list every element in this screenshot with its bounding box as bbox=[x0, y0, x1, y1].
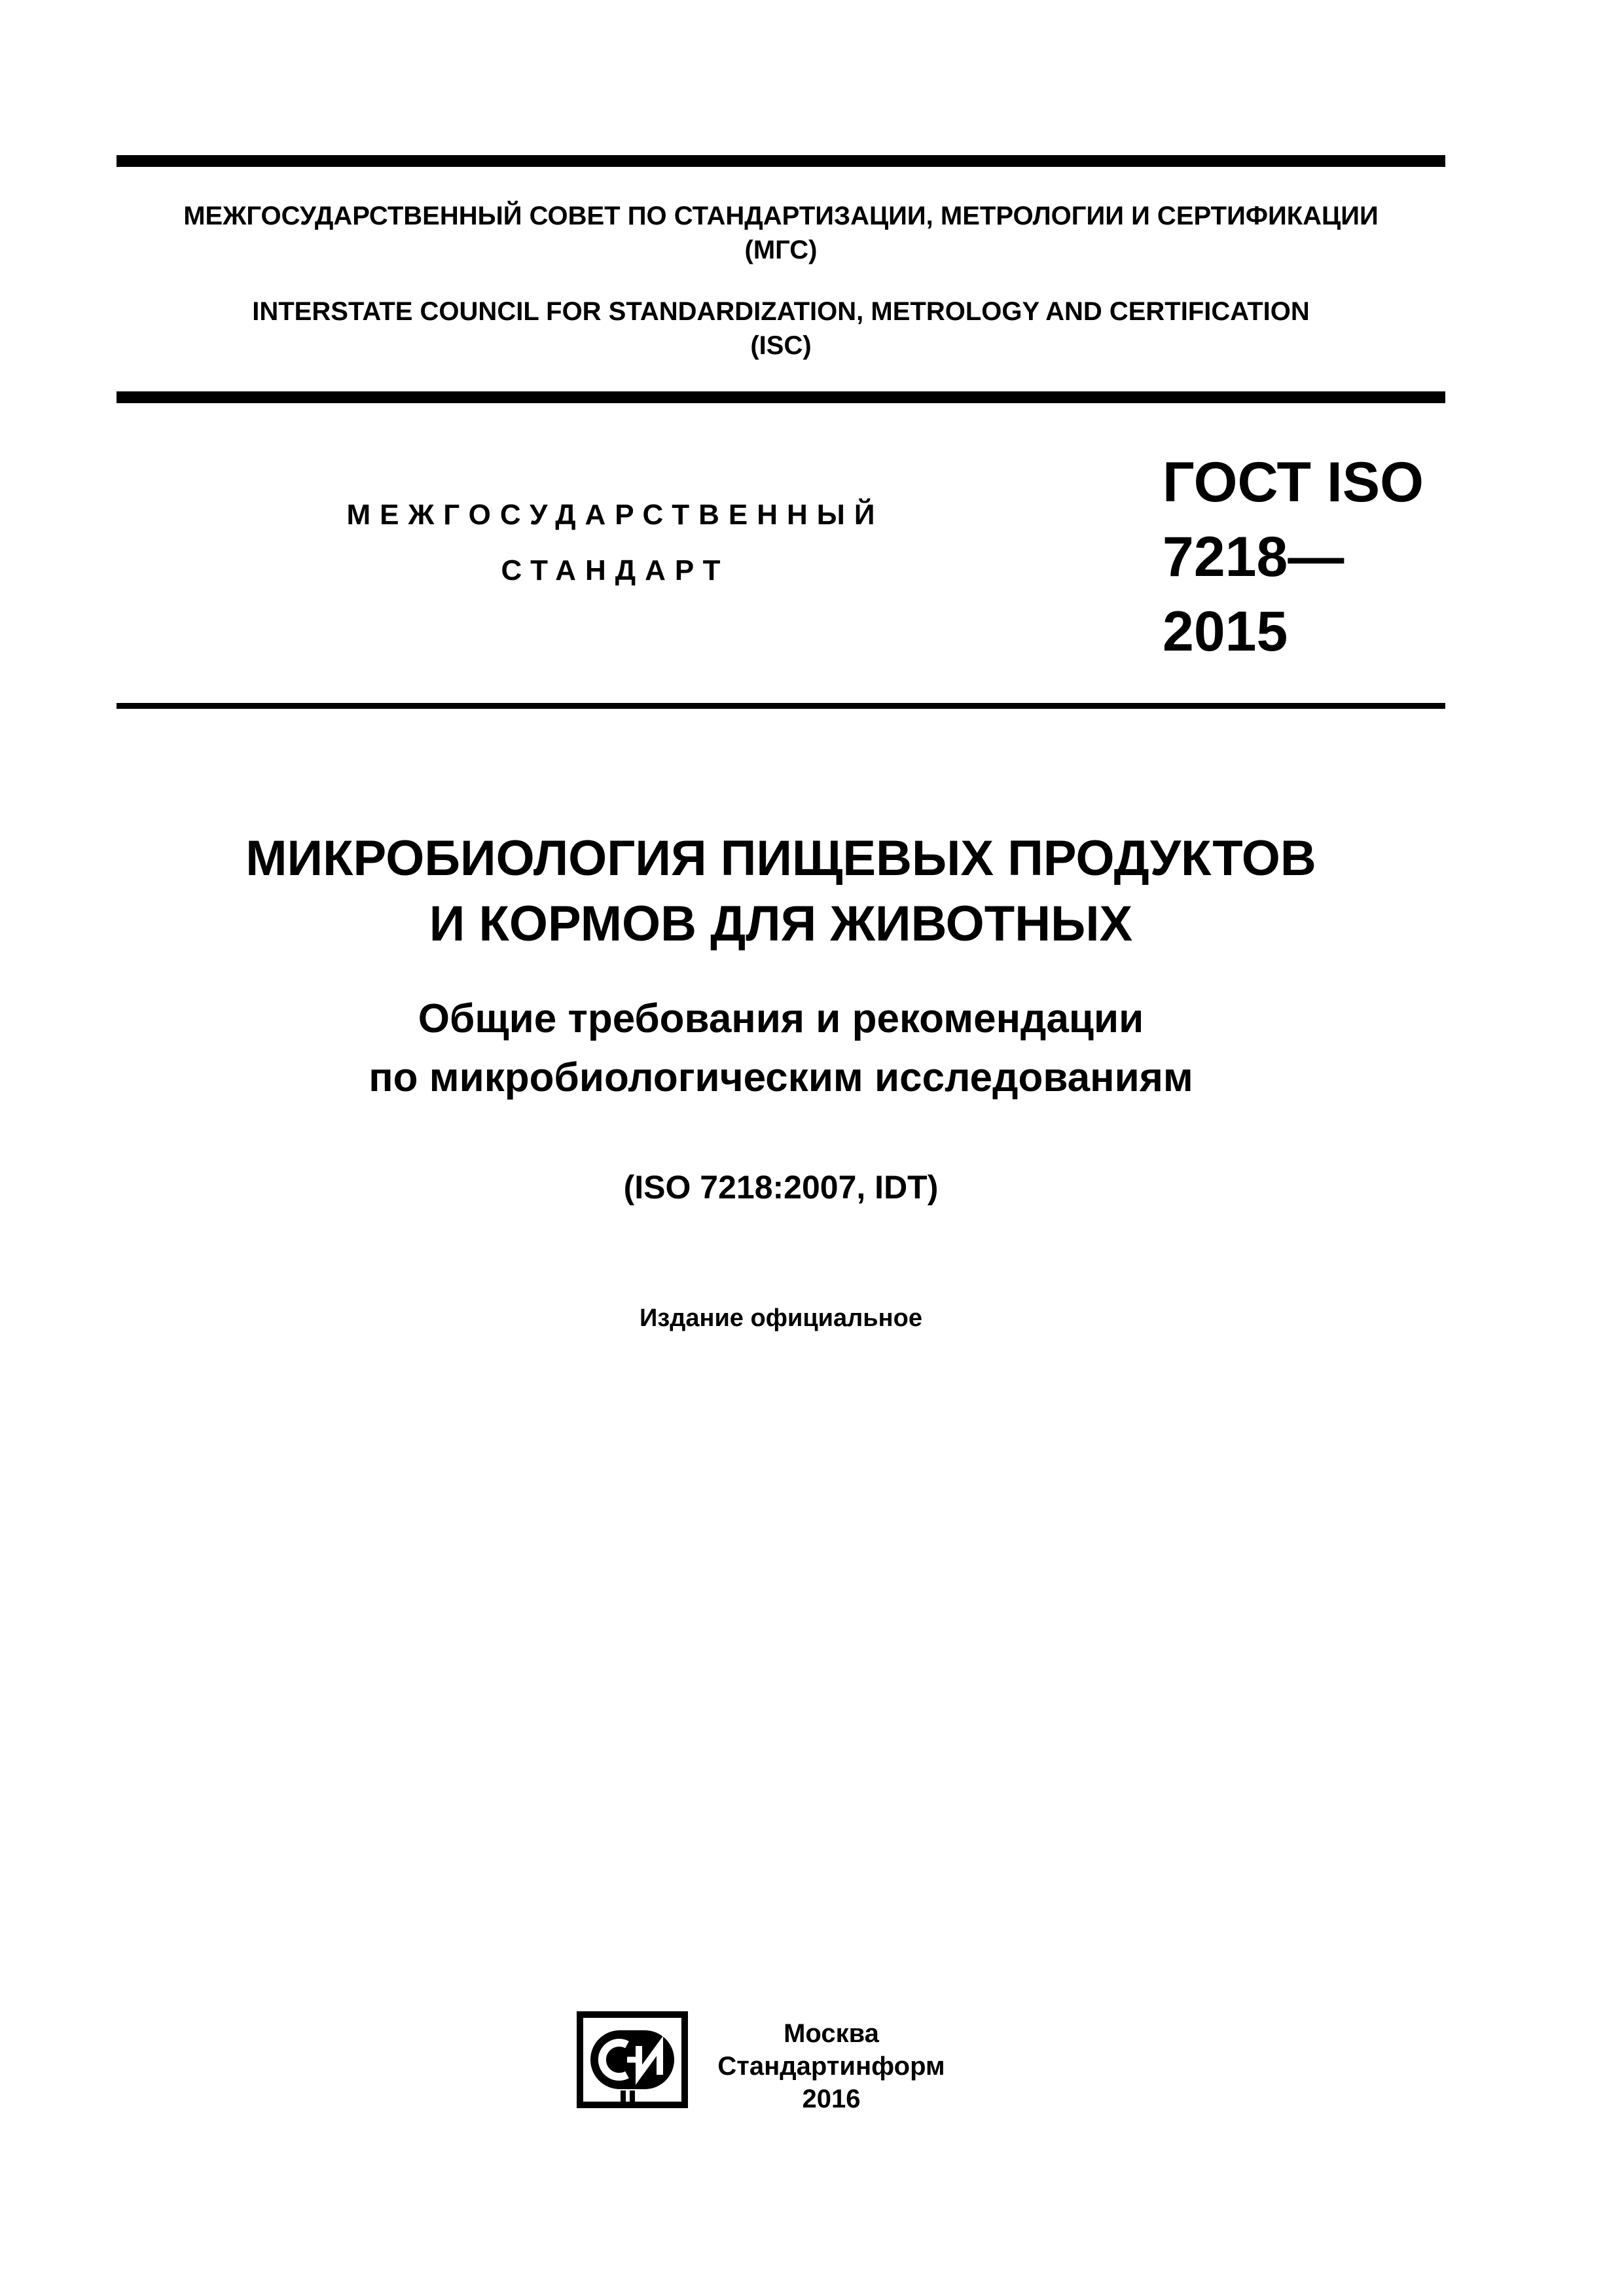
council-abbr-en: (ISC) bbox=[750, 331, 812, 360]
lower-divider bbox=[117, 703, 1445, 709]
title-line2: И КОРМОВ ДЛЯ ЖИВОТНЫХ bbox=[429, 896, 1133, 952]
publisher-block bbox=[694, 2017, 969, 2115]
standard-designation bbox=[1163, 445, 1424, 669]
middle-divider bbox=[117, 391, 1445, 403]
publisher-city: Москва bbox=[784, 2019, 879, 2048]
standartinform-logo-icon bbox=[576, 2011, 689, 2109]
top-divider bbox=[117, 155, 1445, 167]
council-name-en-text: INTERSTATE COUNCIL FOR STANDARDIZATION, METROLOGY AND CERTIFICATION bbox=[252, 297, 1310, 326]
council-name-ru bbox=[117, 199, 1445, 267]
title-line1: МИКРОБИОЛОГИЯ ПИЩЕВЫХ ПРОДУКТОВ bbox=[245, 831, 1316, 886]
standard-type-line1: МЕЖГОСУДАРСТВЕННЫЙ bbox=[346, 499, 884, 531]
designation-line1: ГОСТ ISO bbox=[1163, 451, 1424, 514]
document-title bbox=[117, 826, 1445, 957]
council-abbr-ru: (МГС) bbox=[744, 236, 818, 264]
publisher-name: Стандартинформ bbox=[717, 2052, 945, 2081]
document-subtitle bbox=[117, 990, 1445, 1107]
subtitle-line1: Общие требования и рекомендации bbox=[418, 996, 1144, 1041]
designation-line2: 7218— bbox=[1163, 526, 1344, 588]
standard-type-line2: СТАНДАРТ bbox=[501, 554, 730, 586]
edition-note: Издание официальное bbox=[640, 1304, 922, 1332]
council-name-ru-text: МЕЖГОСУДАРСТВЕННЫЙ СОВЕТ ПО СТАНДАРТИЗАЦИИ, МЕТРОЛОГИИ И СЕРТИФИКАЦИИ bbox=[183, 202, 1379, 230]
iso-reference: (ISO 7218:2007, IDT) bbox=[623, 1169, 939, 1206]
designation-line3: 2015 bbox=[1163, 600, 1288, 663]
publication-year: 2016 bbox=[802, 2085, 861, 2113]
subtitle-line2: по микробиологическим исследованиям bbox=[369, 1055, 1193, 1100]
council-name-en bbox=[117, 295, 1445, 363]
